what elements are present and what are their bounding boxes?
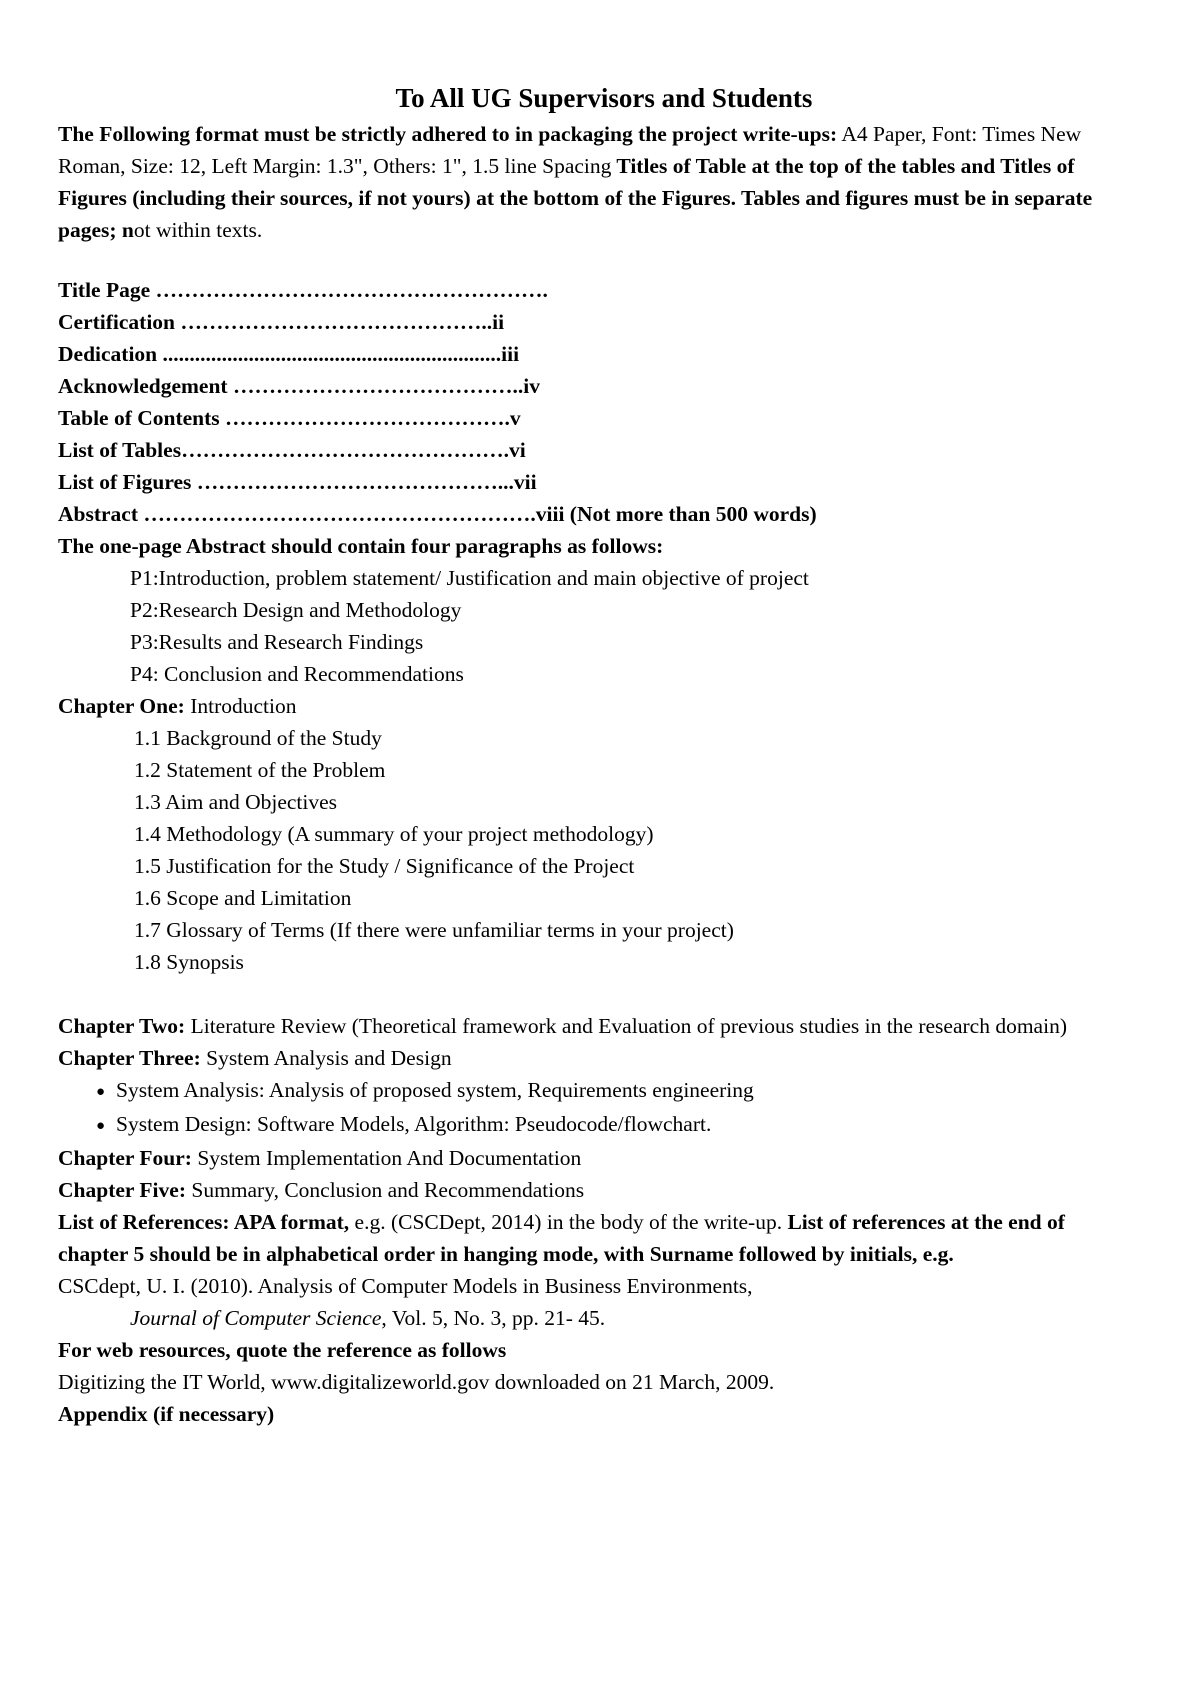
chapter-three xyxy=(58,1042,1140,1142)
chapter-two xyxy=(58,1010,1140,1042)
abstract-paragraph-4: P4: Conclusion and Recommendations xyxy=(130,662,464,686)
chapter-three-title: System Analysis and Design xyxy=(200,1046,452,1070)
page-title: To All UG Supervisors and Students xyxy=(395,83,813,113)
chapter-one-title: Introduction xyxy=(184,694,297,718)
toc-abstract: Abstract ……………………………………………….viii (Not more than 500 words) xyxy=(58,502,817,526)
abstract-paragraph-1: P1:Introduction, problem statement/ Justification and main objective of project xyxy=(130,566,809,590)
chapter-one-item: 1.2 Statement of the Problem xyxy=(134,758,386,782)
toc-list-of-tables: List of Tables……………………………………….vi xyxy=(58,438,526,462)
format-intro-bold: The Following format must be strictly adhered to in packaging the project write-ups: xyxy=(58,122,838,146)
chapter-one-label: Chapter One: xyxy=(58,694,185,718)
toc-title-page: Title Page ………………………………………………. xyxy=(58,278,548,302)
bullet-icon: ● xyxy=(96,1084,106,1100)
format-intro-specs: A4 Paper, Font: Times New Roman, Size: 12, Left Margin: 1.3", Others: 1", 1.5 line Spacing xyxy=(58,122,1082,178)
chapter-three-bullet: ● System Analysis: Analysis of proposed system, Requirements engineering xyxy=(58,1074,1140,1108)
toc-acknowledgement: Acknowledgement …………………………………..iv xyxy=(58,374,540,398)
chapter-one-item: 1.3 Aim and Objectives xyxy=(134,790,338,814)
reference-example-line1: CSCdept, U. I. (2010). Analysis of Computer Models in Business Environments, xyxy=(58,1274,753,1298)
chapter-one-item: 1.6 Scope and Limitation xyxy=(134,886,352,910)
chapter-four-label: Chapter Four: xyxy=(58,1146,192,1170)
reference-example-line2: Journal of Computer Science, Vol. 5, No. 3, pp. 21- 45. xyxy=(130,1306,606,1330)
toc-certification: Certification ……………………………………..ii xyxy=(58,310,505,334)
toc-table-of-contents: Table of Contents ………………………………….v xyxy=(58,406,521,430)
toc-list xyxy=(58,274,1140,690)
references-instructions: List of References: APA format, e.g. (CSCDept, 2014) in the body of the write-up. List of references at the end of chapter 5 should be in alphabetical order in hanging mode, with Surname followed by initials, e.g. xyxy=(58,1210,1065,1266)
chapter-five-title: Summary, Conclusion and Recommendations xyxy=(185,1178,585,1202)
chapter-one-item: 1.8 Synopsis xyxy=(134,950,244,974)
chapter-five xyxy=(58,1174,1140,1206)
format-intro-end: ot within texts. xyxy=(133,218,263,242)
reference-journal: Journal of Computer Science xyxy=(130,1306,382,1330)
chapter-three-bullet: ● System Design: Software Models, Algorithm: Pseudocode/flowchart. xyxy=(58,1108,1140,1142)
bullet-icon: ● xyxy=(96,1118,106,1134)
chapter-three-label: Chapter Three: xyxy=(58,1046,201,1070)
appendix-line: Appendix (if necessary) xyxy=(58,1402,275,1426)
format-intro-tables: Titles of Table at the top of the tables and Titles of Figures (including their sources, if not yours) at the bottom of the Figures. Tables and figures must be in separate pages; n xyxy=(58,154,1093,242)
web-resources-example: Digitizing the IT World, www.digitalizeworld.gov downloaded on 21 March, 2009. xyxy=(58,1370,775,1394)
chapter-one-item: 1.1 Background of the Study xyxy=(134,726,382,750)
chapter-one-item: 1.4 Methodology (A summary of your project methodology) xyxy=(134,822,654,846)
references-section xyxy=(58,1206,1140,1398)
format-instructions xyxy=(58,118,1140,246)
abstract-paragraph-2: P2:Research Design and Methodology xyxy=(130,598,462,622)
chapter-four-title: System Implementation And Documentation xyxy=(191,1146,582,1170)
chapter-one xyxy=(58,690,1140,978)
toc-list-of-figures: List of Figures ……………………………………...vii xyxy=(58,470,537,494)
abstract-paragraph-3: P3:Results and Research Findings xyxy=(130,630,424,654)
chapter-five-label: Chapter Five: xyxy=(58,1178,186,1202)
toc-dedication: Dedication ...............................................................iii xyxy=(58,342,520,366)
chapter-one-item: 1.7 Glossary of Terms (If there were unfamiliar terms in your project) xyxy=(134,918,734,942)
web-resources-heading: For web resources, quote the reference as follows xyxy=(58,1338,507,1362)
chapter-four xyxy=(58,1142,1140,1174)
chapter-one-item: 1.5 Justification for the Study / Significance of the Project xyxy=(134,854,635,878)
chapter-two-label: Chapter Two: xyxy=(58,1014,186,1038)
abstract-heading: The one-page Abstract should contain four paragraphs as follows: xyxy=(58,534,664,558)
chapter-two-title: Literature Review (Theoretical framework and Evaluation of previous studies in the research domain) xyxy=(185,1014,1067,1038)
